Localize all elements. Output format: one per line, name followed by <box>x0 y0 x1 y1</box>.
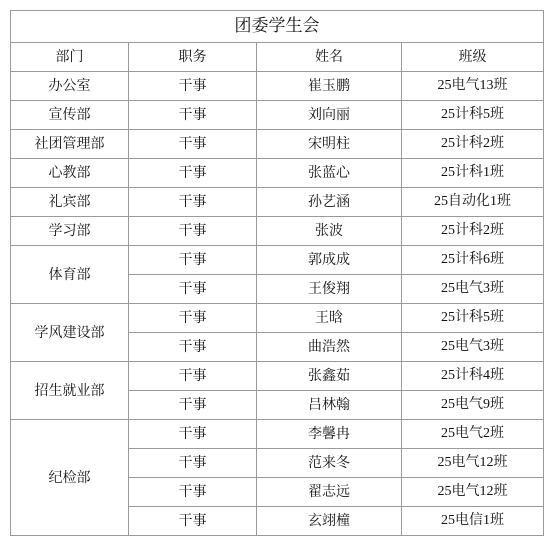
class-cell: 25计科6班 <box>402 246 544 275</box>
role-cell: 干事 <box>129 72 257 101</box>
table-row <box>11 217 544 246</box>
name-cell: 玄翊橦 <box>257 507 402 536</box>
class-cell: 25电气9班 <box>402 391 544 420</box>
role-cell: 干事 <box>129 130 257 159</box>
table-title: 团委学生会 <box>11 11 544 43</box>
role-cell: 干事 <box>129 507 257 536</box>
role-cell: 干事 <box>129 246 257 275</box>
role-cell: 干事 <box>129 333 257 362</box>
table-row <box>11 72 544 101</box>
class-cell: 25电气3班 <box>402 275 544 304</box>
department-cell: 宣传部 <box>11 101 129 130</box>
class-cell: 25计科4班 <box>402 362 544 391</box>
name-cell: 张波 <box>257 217 402 246</box>
table-row <box>11 101 544 130</box>
role-cell: 干事 <box>129 478 257 507</box>
class-cell: 25电气13班 <box>402 72 544 101</box>
name-cell: 翟志远 <box>257 478 402 507</box>
name-cell: 张鑫茹 <box>257 362 402 391</box>
department-cell: 学风建设部 <box>11 304 129 362</box>
name-cell: 崔玉鹏 <box>257 72 402 101</box>
role-cell: 干事 <box>129 217 257 246</box>
table-row <box>11 130 544 159</box>
column-header-class: 班级 <box>402 43 544 72</box>
department-cell: 学习部 <box>11 217 129 246</box>
department-cell: 招生就业部 <box>11 362 129 420</box>
table-row <box>11 246 544 275</box>
department-cell: 办公室 <box>11 72 129 101</box>
name-cell: 王俊翔 <box>257 275 402 304</box>
role-cell: 干事 <box>129 304 257 333</box>
name-cell: 孙艺涵 <box>257 188 402 217</box>
role-cell: 干事 <box>129 101 257 130</box>
class-cell: 25电气3班 <box>402 333 544 362</box>
table-row <box>11 159 544 188</box>
header-row <box>11 43 544 72</box>
table-row <box>11 420 544 449</box>
title-row <box>11 11 544 43</box>
class-cell: 25计科2班 <box>402 217 544 246</box>
department-cell: 心教部 <box>11 159 129 188</box>
name-cell: 郭成成 <box>257 246 402 275</box>
class-cell: 25自动化1班 <box>402 188 544 217</box>
column-header-role: 职务 <box>129 43 257 72</box>
class-cell: 25电信1班 <box>402 507 544 536</box>
role-cell: 干事 <box>129 188 257 217</box>
table-row <box>11 304 544 333</box>
class-cell: 25电气2班 <box>402 420 544 449</box>
class-cell: 25计科2班 <box>402 130 544 159</box>
column-header-name: 姓名 <box>257 43 402 72</box>
class-cell: 25计科5班 <box>402 101 544 130</box>
role-cell: 干事 <box>129 449 257 478</box>
class-cell: 25电气12班 <box>402 478 544 507</box>
name-cell: 李馨冉 <box>257 420 402 449</box>
class-cell: 25计科1班 <box>402 159 544 188</box>
name-cell: 宋明柱 <box>257 130 402 159</box>
column-header-department: 部门 <box>11 43 129 72</box>
department-cell: 礼宾部 <box>11 188 129 217</box>
role-cell: 干事 <box>129 159 257 188</box>
role-cell: 干事 <box>129 275 257 304</box>
role-cell: 干事 <box>129 420 257 449</box>
role-cell: 干事 <box>129 391 257 420</box>
table-row <box>11 362 544 391</box>
name-cell: 刘向丽 <box>257 101 402 130</box>
class-cell: 25电气12班 <box>402 449 544 478</box>
table-body <box>11 72 544 536</box>
roster-table <box>10 10 544 536</box>
name-cell: 曲浩然 <box>257 333 402 362</box>
table-row <box>11 188 544 217</box>
class-cell: 25计科5班 <box>402 304 544 333</box>
role-cell: 干事 <box>129 362 257 391</box>
department-cell: 社团管理部 <box>11 130 129 159</box>
name-cell: 范来冬 <box>257 449 402 478</box>
name-cell: 王晗 <box>257 304 402 333</box>
department-cell: 纪检部 <box>11 420 129 536</box>
name-cell: 吕林翰 <box>257 391 402 420</box>
department-cell: 体育部 <box>11 246 129 304</box>
name-cell: 张蓝心 <box>257 159 402 188</box>
